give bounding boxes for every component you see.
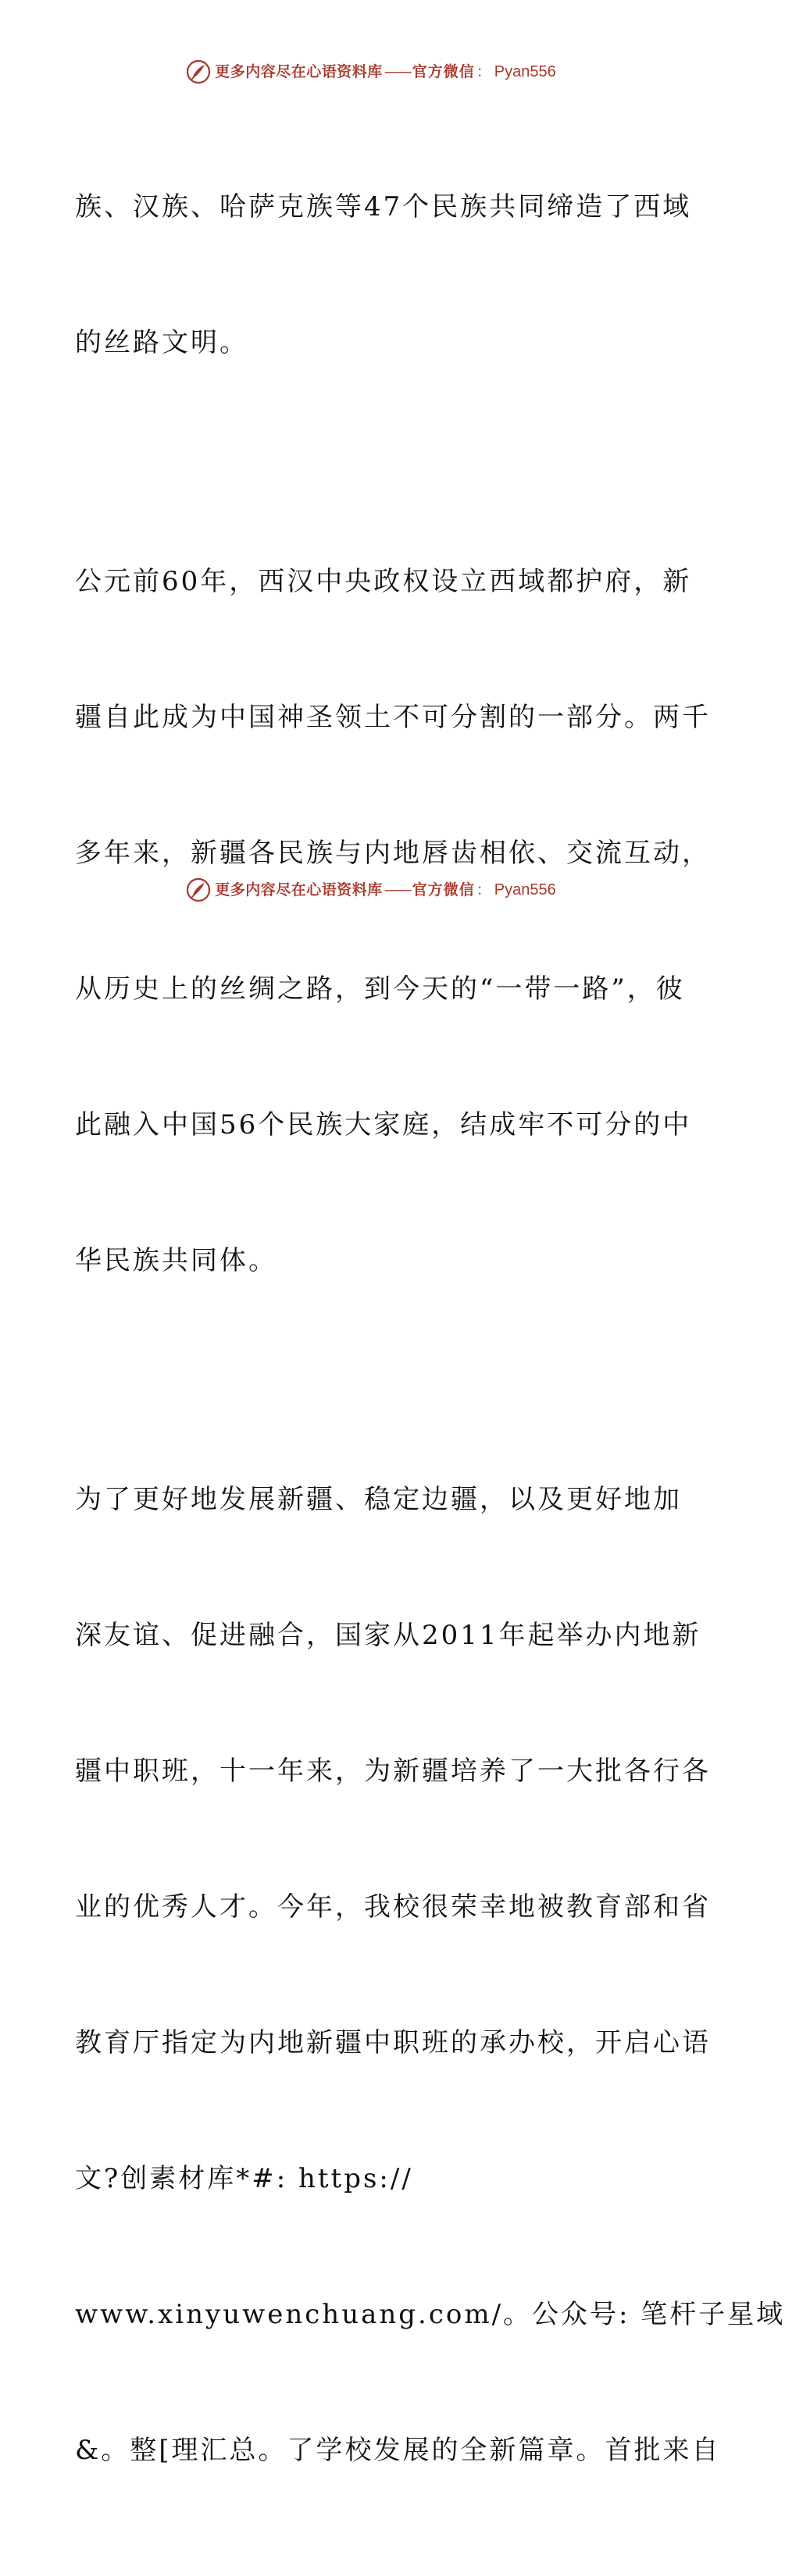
banner-main-text: 更多内容尽在心语资料库 [215,881,383,898]
text-line: 教育厅指定为内地新疆中职班的承办校，开启心语 [75,2027,711,2058]
banner-colon: ： [476,62,491,80]
text-line: 疆中职班，十一年来，为新疆培养了一大批各行各 [75,1756,711,1787]
text-line: 疆自此成为中国神圣领土不可分割的一部分。两千 [75,702,711,733]
banner-main-text: 更多内容尽在心语资料库 [215,62,383,80]
text-line: 文?创素材库*#: https:// [75,2163,413,2194]
header-watermark [0,56,742,87]
paragraph-1 [75,94,692,456]
banner-dash: —— [384,881,411,898]
banner-wechat-id: Pyan556 [494,63,556,80]
quill-seal-icon [186,877,211,902]
banner-colon: ： [476,881,491,898]
text-line: 华民族共同体。 [75,1245,277,1276]
text-line: 为了更好地发展新疆、稳定边疆，以及更好地加 [75,1484,682,1515]
text-line: 族、汉族、哈萨克族等47个民族共同缔造了西域 [75,191,692,222]
text-line: 深友谊、促进融合，国家从2011年起举办内地新 [75,1620,701,1651]
text-line: 多年来，新疆各民族与内地唇齿相依、交流互动， [75,838,711,869]
banner-dash: —— [384,62,411,80]
paragraph-3 [75,1386,785,2564]
footer-watermark [0,874,742,906]
text-line: 的丝路文明。 [75,327,248,358]
banner-wechat-label: 官方微信 [412,881,475,898]
text-line: 从历史上的丝绸之路，到今天的“一带一路”，彼 [75,973,685,1005]
text-line: 此融入中国56个民族大家庭，结成牢不可分的中 [75,1109,692,1140]
text-line: 业的优秀人才。今年，我校很荣幸地被教育部和省 [75,1891,711,1923]
paragraph-2 [75,468,711,1374]
body-text [75,94,785,2576]
text-line: &。整[理汇总。了学校发展的全新篇章。首批来自 [75,2435,721,2466]
quill-seal-icon [186,59,211,84]
text-line: www.xinyuwenchuang.com/。公众号: 笔杆子星域 [75,2299,785,2330]
banner-wechat-label: 官方微信 [412,62,475,80]
banner-wechat-id: Pyan556 [494,881,556,898]
text-line: 公元前60年，西汉中央政权设立西域都护府，新 [75,566,692,597]
